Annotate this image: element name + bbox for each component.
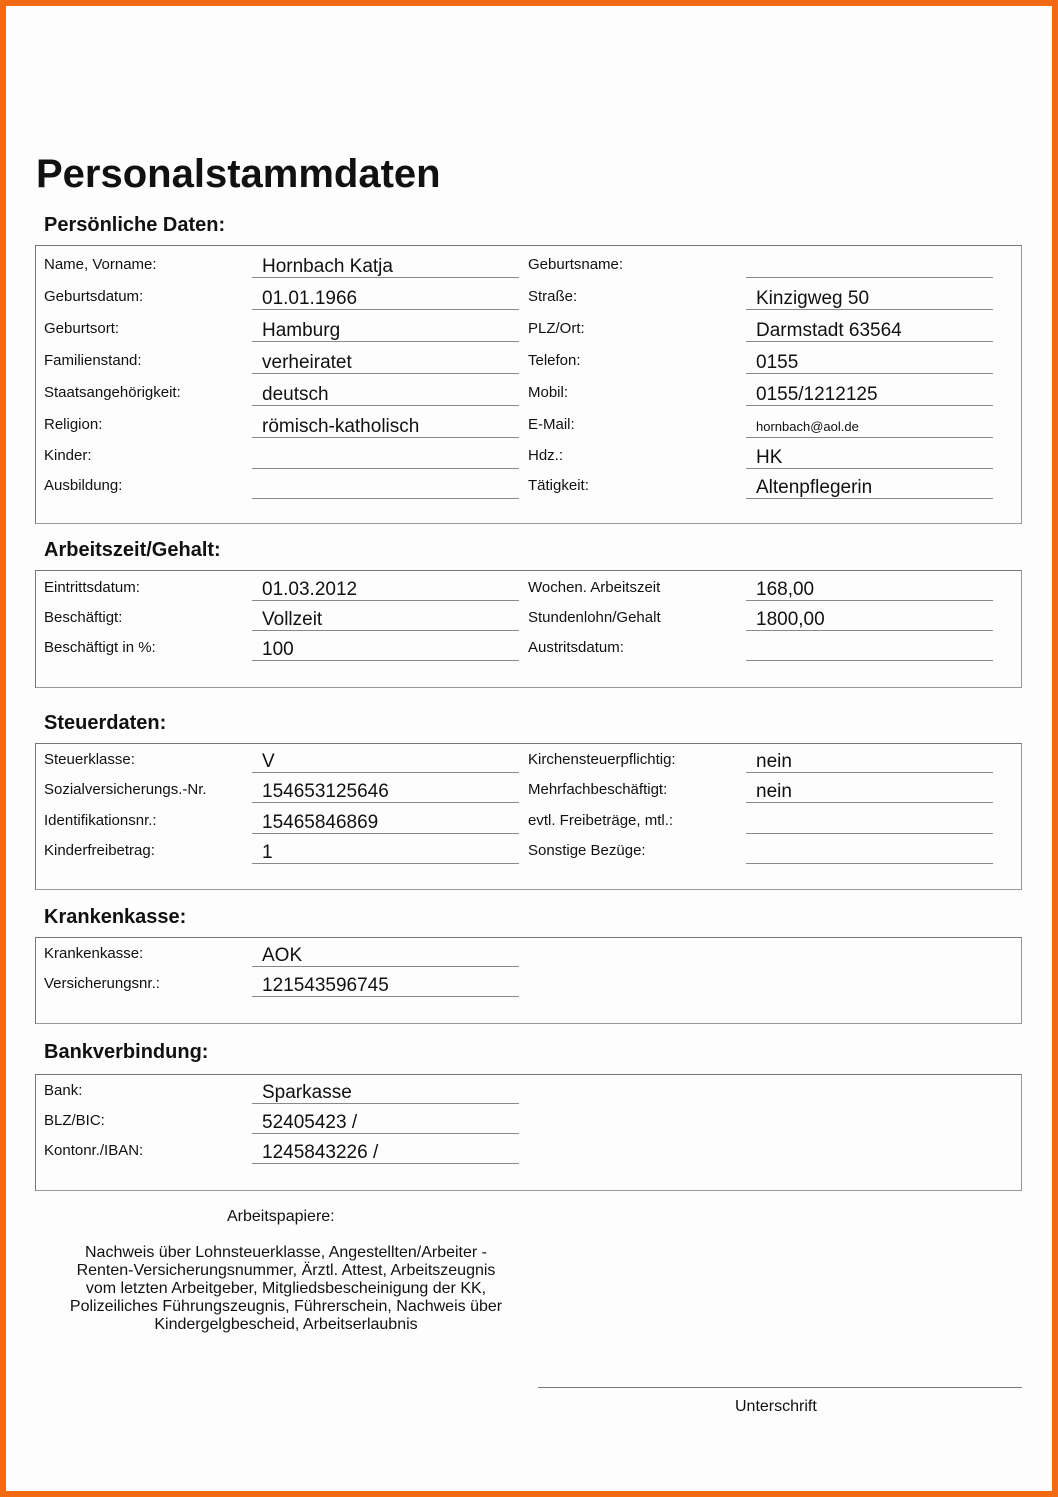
field-value-freibetraege[interactable] xyxy=(746,812,993,834)
field-label-austrittsdatum: Austritsdatum: xyxy=(528,639,624,656)
papers-label: Arbeitspapiere: xyxy=(227,1208,335,1225)
field-row xyxy=(36,842,1021,872)
field-value-stundenlohn[interactable]: 1800,00 xyxy=(746,609,993,631)
field-value-krankenkasse[interactable]: AOK xyxy=(252,945,519,967)
field-value-austrittsdatum[interactable] xyxy=(746,639,993,661)
field-row xyxy=(36,812,1021,842)
field-label-versicherungsnr: Versicherungsnr.: xyxy=(44,975,160,992)
field-label-freibetraege: evtl. Freibeträge, mtl.: xyxy=(528,812,674,829)
field-row xyxy=(36,288,1021,318)
field-label-taetigkeit: Tätigkeit: xyxy=(528,477,589,494)
field-value-staatsangehoerigkeit[interactable]: deutsch xyxy=(252,384,519,406)
field-value-plz-ort[interactable]: Darmstadt 63564 xyxy=(746,320,993,342)
field-row xyxy=(36,477,1021,507)
field-value-versicherungsnr[interactable]: 121543596745 xyxy=(252,975,519,997)
section-steuer xyxy=(35,743,1022,890)
field-label-familienstand: Familienstand: xyxy=(44,352,142,369)
field-value-geburtsort[interactable]: Hamburg xyxy=(252,320,519,342)
signature-label: Unterschrift xyxy=(735,1398,817,1415)
field-label-sozialversicherung: Sozialversicherungs.-Nr. xyxy=(44,781,207,798)
field-label-email: E-Mail: xyxy=(528,416,575,433)
field-row xyxy=(36,751,1021,781)
field-label-kirchensteuer: Kirchensteuerpflichtig: xyxy=(528,751,676,768)
field-row xyxy=(36,1142,1021,1172)
field-label-stundenlohn: Stundenlohn/Gehalt xyxy=(528,609,661,626)
field-value-kinderfreibetrag[interactable]: 1 xyxy=(252,842,519,864)
section-bank xyxy=(35,1074,1022,1191)
field-label-blz-bic: BLZ/BIC: xyxy=(44,1112,105,1129)
papers-line: Kindergelgbescheid, Arbeitserlaubnis xyxy=(154,1316,418,1333)
field-row xyxy=(36,945,1021,975)
field-value-email[interactable]: hornbach@aol.de xyxy=(746,416,993,438)
field-value-taetigkeit[interactable]: Altenpflegerin xyxy=(746,477,993,499)
field-label-mobil: Mobil: xyxy=(528,384,569,401)
field-label-staatsangehoerigkeit: Staatsangehörigkeit: xyxy=(44,384,181,401)
field-value-steuerklasse[interactable]: V xyxy=(252,751,519,773)
field-row xyxy=(36,352,1021,382)
field-value-strasse[interactable]: Kinzigweg 50 xyxy=(746,288,993,310)
field-label-geburtsdatum: Geburtsdatum: xyxy=(44,288,144,305)
field-label-geburtsort: Geburtsort: xyxy=(44,320,120,337)
field-label-kinder: Kinder: xyxy=(44,447,92,464)
page-title: Personalstammdaten xyxy=(36,152,441,196)
field-label-ausbildung: Ausbildung: xyxy=(44,477,123,494)
field-row xyxy=(36,416,1021,446)
field-label-telefon: Telefon: xyxy=(528,352,581,369)
field-label-mehrfachbeschaeftigt: Mehrfachbeschäftigt: xyxy=(528,781,668,798)
field-label-wochen-arbeitszeit: Wochen. Arbeitszeit xyxy=(528,579,661,596)
field-value-telefon[interactable]: 0155 xyxy=(746,352,993,374)
field-label-krankenkasse: Krankenkasse: xyxy=(44,945,144,962)
field-label-plz-ort: PLZ/Ort: xyxy=(528,320,585,337)
field-value-blz-bic[interactable]: 52405423 / xyxy=(252,1112,519,1134)
signature-line[interactable] xyxy=(538,1387,1022,1388)
field-label-identifikationsnr: Identifikationsnr.: xyxy=(44,812,157,829)
section-heading-arbeitszeit: Arbeitszeit/Gehalt: xyxy=(44,539,221,561)
field-row xyxy=(36,639,1021,669)
field-row xyxy=(36,447,1021,477)
field-row xyxy=(36,320,1021,350)
field-value-sozialversicherung[interactable]: 154653125646 xyxy=(252,781,519,803)
field-value-kontonr-iban[interactable]: 1245843226 / xyxy=(252,1142,519,1164)
field-value-geburtsdatum[interactable]: 01.01.1966 xyxy=(252,288,519,310)
field-row xyxy=(36,781,1021,811)
field-row xyxy=(36,609,1021,639)
field-row xyxy=(36,1082,1021,1112)
section-heading-kranken: Krankenkasse: xyxy=(44,906,187,928)
section-heading-steuer: Steuerdaten: xyxy=(44,712,167,734)
field-label-name: Name, Vorname: xyxy=(44,256,157,273)
section-arbeitszeit xyxy=(35,570,1022,688)
field-label-kontonr-iban: Kontonr./IBAN: xyxy=(44,1142,144,1159)
section-heading-bank: Bankverbindung: xyxy=(44,1041,209,1063)
field-value-beschaeftigt-prozent[interactable]: 100 xyxy=(252,639,519,661)
field-value-familienstand[interactable]: verheiratet xyxy=(252,352,519,374)
section-persoenlich xyxy=(35,245,1022,524)
field-value-religion[interactable]: römisch-katholisch xyxy=(252,416,519,438)
papers-text xyxy=(40,1244,532,1334)
papers-line: Nachweis über Lohnsteuerklasse, Angestellten/Arbeiter - xyxy=(85,1244,487,1261)
field-label-bank: Bank: xyxy=(44,1082,83,1099)
field-label-beschaeftigt: Beschäftigt: xyxy=(44,609,123,626)
field-value-mehrfachbeschaeftigt[interactable]: nein xyxy=(746,781,993,803)
field-row xyxy=(36,579,1021,609)
papers-line: Polizeiliches Führungszeugnis, Führerschein, Nachweis über xyxy=(69,1298,503,1315)
field-label-hdz: Hdz.: xyxy=(528,447,564,464)
field-label-strasse: Straße: xyxy=(528,288,578,305)
field-value-name[interactable]: Hornbach Katja xyxy=(252,256,519,278)
field-value-geburtsname[interactable] xyxy=(746,256,993,278)
field-row xyxy=(36,256,1021,286)
field-label-sonstige-bezuege: Sonstige Bezüge: xyxy=(528,842,646,859)
section-kranken xyxy=(35,937,1022,1024)
field-label-geburtsname: Geburtsname: xyxy=(528,256,624,273)
field-value-hdz[interactable]: HK xyxy=(746,447,993,469)
field-value-kinder[interactable] xyxy=(252,447,519,469)
field-value-identifikationsnr[interactable]: 15465846869 xyxy=(252,812,519,834)
section-heading-persoenlich: Persönliche Daten: xyxy=(44,214,226,236)
field-row xyxy=(36,1112,1021,1142)
field-value-eintrittsdatum[interactable]: 01.03.2012 xyxy=(252,579,519,601)
field-label-steuerklasse: Steuerklasse: xyxy=(44,751,135,768)
field-value-sonstige-bezuege[interactable] xyxy=(746,842,993,864)
field-label-eintrittsdatum: Eintrittsdatum: xyxy=(44,579,140,596)
field-value-beschaeftigt[interactable]: Vollzeit xyxy=(252,609,519,631)
field-label-kinderfreibetrag: Kinderfreibetrag: xyxy=(44,842,155,859)
field-label-beschaeftigt-prozent: Beschäftigt in %: xyxy=(44,639,156,656)
field-label-religion: Religion: xyxy=(44,416,103,433)
field-row xyxy=(36,384,1021,414)
field-value-bank[interactable]: Sparkasse xyxy=(252,1082,519,1104)
field-row xyxy=(36,975,1021,1005)
field-value-mobil[interactable]: 0155/1212125 xyxy=(746,384,993,406)
field-value-kirchensteuer[interactable]: nein xyxy=(746,751,993,773)
papers-line: vom letzten Arbeitgeber, Mitgliedsbescheinigung der KK, xyxy=(85,1280,487,1297)
field-value-wochen-arbeitszeit[interactable]: 168,00 xyxy=(746,579,993,601)
papers-line: Renten-Versicherungsnummer, Ärztl. Attest, Arbeitszeugnis xyxy=(76,1262,496,1279)
field-value-ausbildung[interactable] xyxy=(252,477,519,499)
